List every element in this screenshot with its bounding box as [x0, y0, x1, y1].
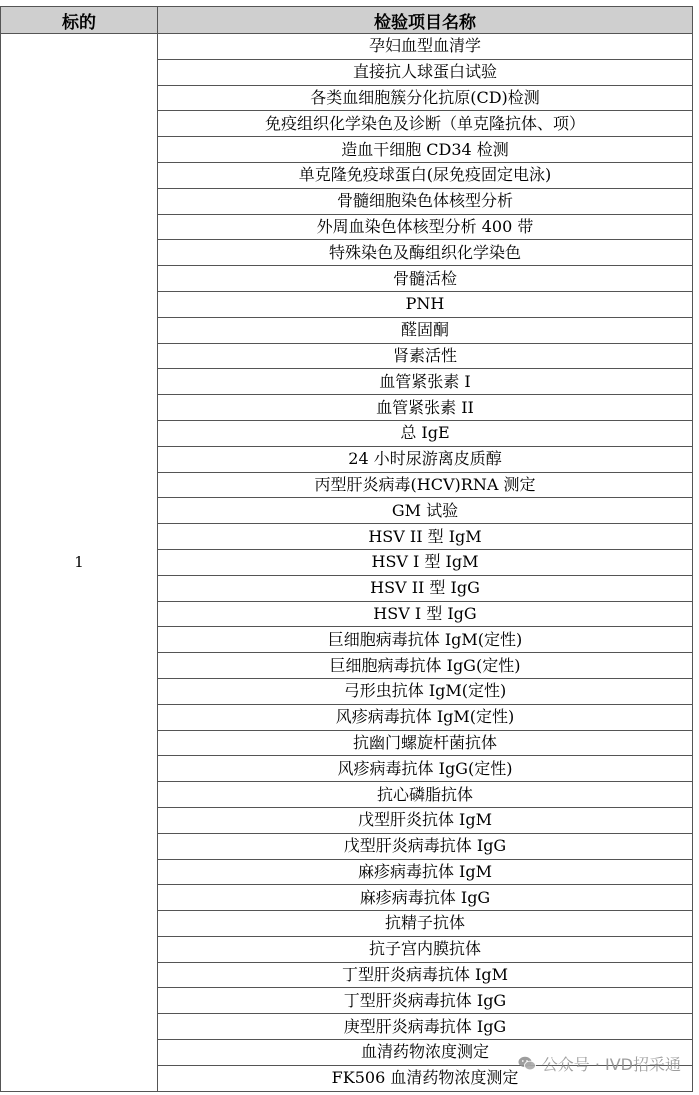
watermark-text: 公众号 · IVD招采通	[541, 1055, 681, 1074]
header-target: 标的	[1, 7, 158, 34]
item-name-cell: 总 IgE	[158, 420, 693, 446]
item-name-cell: 血管紧张素 I	[158, 369, 693, 395]
item-table	[0, 6, 693, 1092]
item-name-cell: 单克隆免疫球蛋白(尿免疫固定电泳)	[158, 162, 693, 188]
item-name-cell: 骨髓细胞染色体核型分析	[158, 188, 693, 214]
item-name-cell: 各类血细胞簇分化抗原(CD)检测	[158, 85, 693, 111]
item-name-cell: 骨髓活检	[158, 266, 693, 292]
wechat-icon	[518, 1056, 536, 1071]
item-name-cell: 抗幽门螺旋杆菌抗体	[158, 730, 693, 756]
item-name-cell: 肾素活性	[158, 343, 693, 369]
item-name-cell: 丁型肝炎病毒抗体 IgG	[158, 988, 693, 1014]
item-name-cell: 特殊染色及酶组织化学染色	[158, 240, 693, 266]
target-cell: 1	[1, 34, 158, 1092]
item-name-cell: 24 小时尿游离皮质醇	[158, 446, 693, 472]
item-name-cell: 抗精子抗体	[158, 911, 693, 937]
item-name-cell: 抗心磷脂抗体	[158, 782, 693, 808]
item-name-cell: 抗子宫内膜抗体	[158, 936, 693, 962]
header-item: 检验项目名称	[158, 7, 693, 34]
watermark	[518, 1052, 681, 1075]
item-name-cell: 巨细胞病毒抗体 IgG(定性)	[158, 653, 693, 679]
header-row	[1, 7, 693, 34]
item-name-cell: HSV II 型 IgM	[158, 524, 693, 550]
item-name-cell: 直接抗人球蛋白试验	[158, 59, 693, 85]
item-name-cell: PNH	[158, 291, 693, 317]
item-name-cell: 孕妇血型血清学	[158, 34, 693, 60]
table-row	[1, 34, 693, 60]
item-name-cell: 麻疹病毒抗体 IgM	[158, 859, 693, 885]
item-name-cell: 丁型肝炎病毒抗体 IgM	[158, 962, 693, 988]
item-name-cell: 麻疹病毒抗体 IgG	[158, 885, 693, 911]
item-name-cell: 风疹病毒抗体 IgM(定性)	[158, 704, 693, 730]
item-name-cell: 免疫组织化学染色及诊断（单克隆抗体、项）	[158, 111, 693, 137]
item-name-cell: 血清药物浓度测定	[158, 1040, 693, 1066]
item-name-cell: 庚型肝炎病毒抗体 IgG	[158, 1014, 693, 1040]
item-name-cell: FK506 血清药物浓度测定	[158, 1065, 693, 1091]
item-name-cell: 造血干细胞 CD34 检测	[158, 137, 693, 163]
item-name-cell: 风疹病毒抗体 IgG(定性)	[158, 756, 693, 782]
item-name-cell: HSV I 型 IgM	[158, 549, 693, 575]
item-name-cell: 弓形虫抗体 IgM(定性)	[158, 678, 693, 704]
item-name-cell: 血管紧张素 II	[158, 395, 693, 421]
item-name-cell: 外周血染色体核型分析 400 带	[158, 214, 693, 240]
item-name-cell: 丙型肝炎病毒(HCV)RNA 测定	[158, 472, 693, 498]
item-name-cell: HSV I 型 IgG	[158, 601, 693, 627]
item-name-cell: 戊型肝炎抗体 IgM	[158, 807, 693, 833]
item-name-cell: GM 试验	[158, 498, 693, 524]
table-body	[1, 34, 693, 1092]
item-name-cell: 巨细胞病毒抗体 IgM(定性)	[158, 627, 693, 653]
item-name-cell: 戊型肝炎病毒抗体 IgG	[158, 833, 693, 859]
item-name-cell: 醛固酮	[158, 317, 693, 343]
item-name-cell: HSV II 型 IgG	[158, 575, 693, 601]
